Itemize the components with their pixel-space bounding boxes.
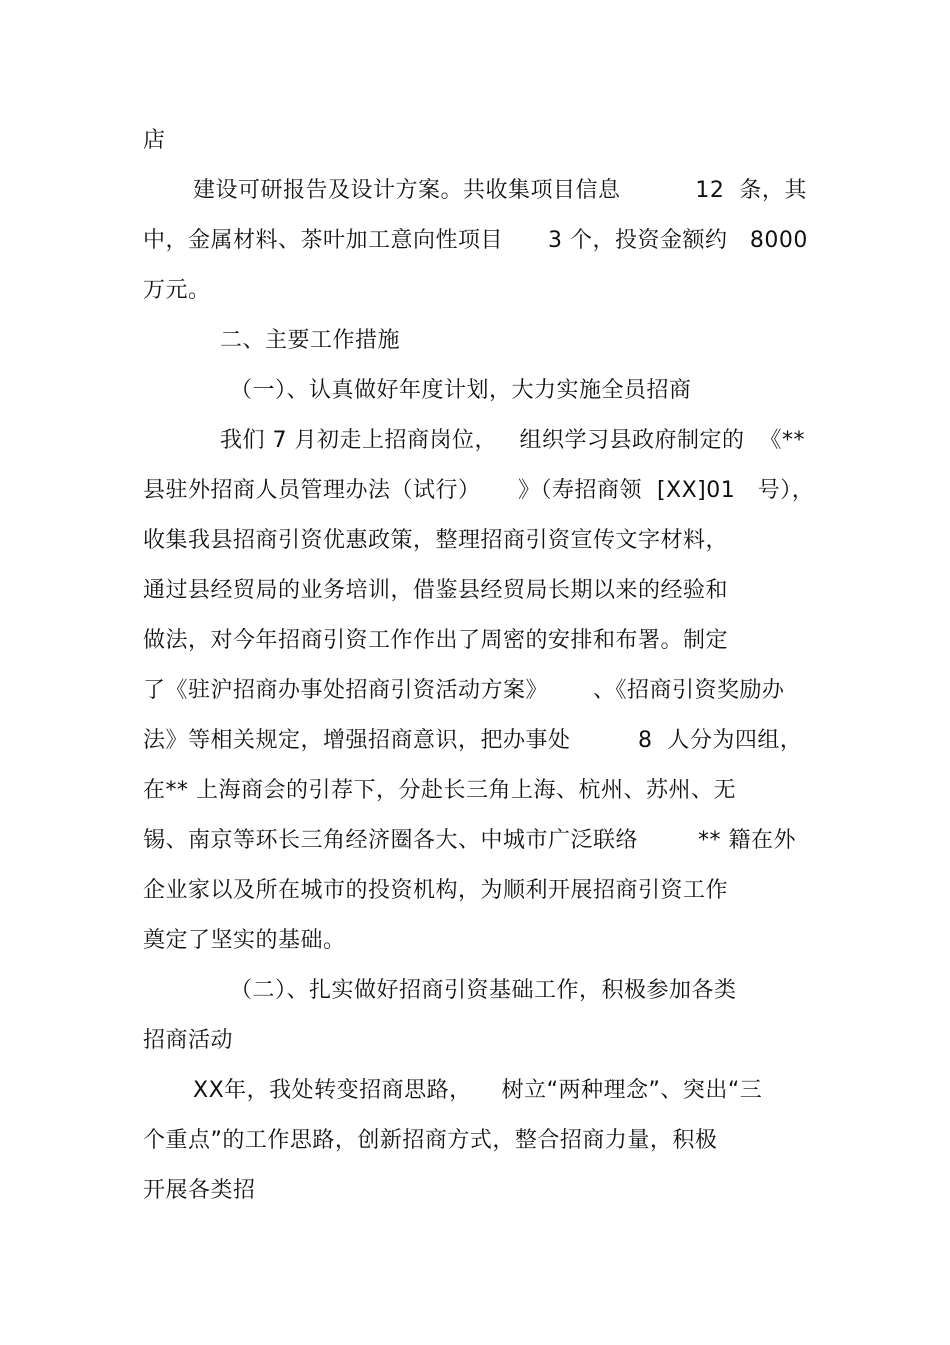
text-line: 我们 7 月初走上招商岗位， 组织学习县政府制定的 《** xyxy=(220,428,805,453)
text-line: 锡、南京等环长三角经济圈各大、中城市广泛联络 ** 籍在外 xyxy=(143,828,796,853)
text-line: 开展各类招 xyxy=(143,1178,256,1203)
text-line: 法》等相关规定，增强招商意识，把办事处 8 人分为四组， xyxy=(143,728,803,753)
text-line: 做法，对今年招商引资工作作出了周密的安排和布署。制定 xyxy=(143,628,729,653)
text-line: XX年，我处转变招商思路， 树立“两种理念”、突出“三 xyxy=(193,1078,763,1103)
text-line: 中，金属材料、茶叶加工意向性项目 3 个，投资金额约 8000 xyxy=(143,228,808,253)
text-line: 个重点”的工作思路，创新招商方式，整合招商力量，积极 xyxy=(143,1128,718,1153)
text-line: 收集我县招商引资优惠政策，整理招商引资宣传文字材料， xyxy=(143,528,729,553)
text-line: 企业家以及所在城市的投资机构，为顺利开展招商引资工作 xyxy=(143,878,729,903)
text-line: 在** 上海商会的引荐下，分赴长三角上海、杭州、苏州、无 xyxy=(143,778,736,803)
text-line: 了《驻沪招商办事处招商引资活动方案》 、《招商引资奖励办 xyxy=(143,678,785,703)
section-heading: 二、主要工作措施 xyxy=(220,328,401,353)
text-line: 建设可研报告及设计方案。共收集项目信息 12 条，其 xyxy=(193,178,807,203)
text-line: 奠定了坚实的基础。 xyxy=(143,928,346,953)
text-line: 万元。 xyxy=(143,278,211,303)
text-line: 县驻外招商人员管理办法（试行） 》（寿招商领 [XX]01 号）， xyxy=(143,478,815,503)
text-line: 通过县经贸局的业务培训，借鉴县经贸局长期以来的经验和 xyxy=(143,578,729,603)
text-line: 店 xyxy=(143,128,166,153)
subsection-heading-continued: 招商活动 xyxy=(143,1028,234,1053)
subsection-heading: （二）、扎实做好招商引资基础工作，积极参加各类 xyxy=(230,978,737,1003)
subsection-heading: （一）、认真做好年度计划，大力实施全员招商 xyxy=(230,378,692,403)
